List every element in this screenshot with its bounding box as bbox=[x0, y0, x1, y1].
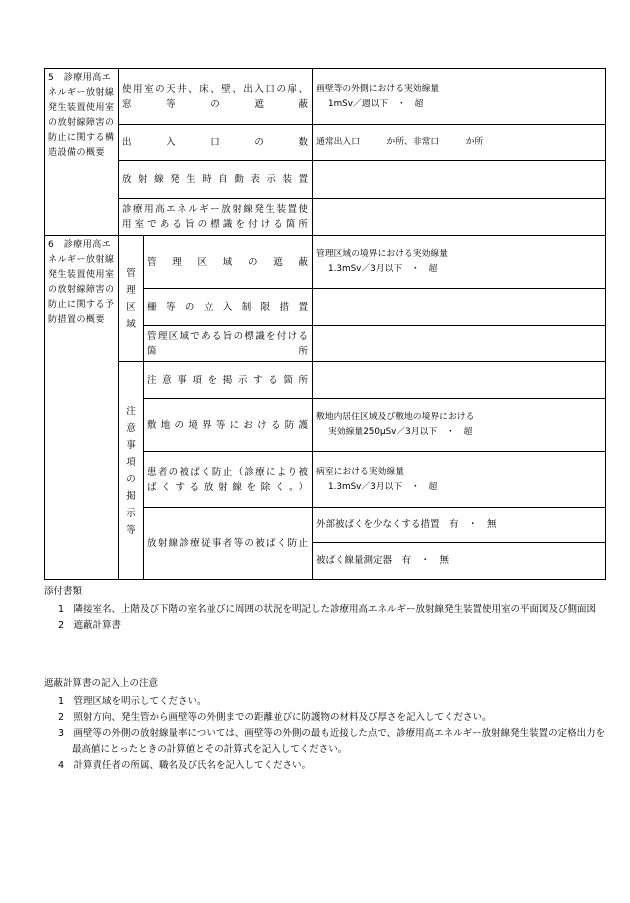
s5-row4-label: 診療用高エネルギー放射線発生装置使用室である旨の標識を付ける箇所 bbox=[119, 199, 313, 236]
g2-row4-line1: 外部被ばくを少なくする措置 有 ・ 無 bbox=[313, 508, 605, 543]
section6-header: 6 診療用高エネルギー放射線発生装置使用室の放射線障害の防止に関する予防措置の概要 bbox=[45, 236, 119, 580]
g2-row2-line2: 実効線量250μSv／3月以下 ・ 超 bbox=[328, 427, 473, 437]
note-item-1: 1 管理区域を明示してください。 bbox=[58, 696, 207, 707]
g1-row1-line1: 管理区域の境界における実効線量 bbox=[316, 249, 448, 259]
note-item-3: 3 画壁等の外側の放射線量率については、画壁等の外側の最も近接した点で、診療用高エネルギー放射線発生装置の定格出力を最高値にとったときの計算値とその計算式を記入してください。 bbox=[58, 728, 606, 755]
g1-row3-value bbox=[313, 326, 606, 362]
g2-row2-value bbox=[313, 399, 606, 452]
g2-row3-label: 患者の被ばく防止（診療により被ばくする放射線を除く。） bbox=[144, 452, 313, 508]
g1-row2-label: 柵等の立入制限措置 bbox=[144, 289, 313, 326]
group1-label-cell bbox=[119, 236, 144, 362]
group1-label: 管理区域 bbox=[126, 267, 136, 330]
g2-row2-line1: 敷地内居住区域及び敷地の境界における bbox=[316, 412, 475, 422]
g2-row2-label: 敷地の境界等における防護 bbox=[144, 399, 313, 452]
s5-row1-line1: 画壁等の外側における実効線量 bbox=[316, 83, 440, 94]
g2-row1-value bbox=[313, 362, 606, 399]
s5-row1-value bbox=[313, 69, 606, 125]
s5-row1-label: 使用室の天井、床、壁、出入口の扉、窓等の遮蔽 bbox=[119, 69, 313, 125]
g2-row3-value bbox=[313, 452, 606, 508]
g1-row3-label: 管理区域である旨の標識を付ける箇所 bbox=[144, 326, 313, 362]
g2-row4-value bbox=[313, 508, 606, 580]
g1-row2-value bbox=[313, 289, 606, 326]
s5-row3-value bbox=[313, 161, 606, 199]
note-item-4: 4 計算責任者の所属、職名及び氏名を記入してください。 bbox=[58, 760, 312, 771]
notes-title: 遮蔽計算書の記入上の注意 bbox=[44, 678, 159, 689]
g2-row1-label: 注意事項を掲示する箇所 bbox=[144, 362, 313, 399]
g2-row3-line1: 病室における実効線量 bbox=[316, 466, 404, 477]
g1-row1-line2: 1.3mSv／3月以下 ・ 超 bbox=[328, 264, 438, 274]
attachment-item-2: 2 遮蔽計算書 bbox=[58, 620, 122, 631]
g2-row4-label: 放射線診療従事者等の被ばく防止 bbox=[144, 508, 313, 580]
s5-row1-line2: 1mSv／週以下 ・ 超 bbox=[328, 98, 424, 109]
g2-row4-line2: 被ばく線量測定器 有 ・ 無 bbox=[316, 555, 450, 566]
g2-row3-line2: 1.3mSv／3月以下 ・ 超 bbox=[328, 481, 438, 492]
g1-row1-value bbox=[313, 236, 606, 289]
g1-row1-label: 管理区域の遮蔽 bbox=[144, 236, 313, 289]
notes-block bbox=[44, 676, 614, 774]
attachments-block bbox=[44, 584, 614, 634]
group2-label: 注意事項の掲示等 bbox=[126, 405, 136, 536]
section5-header: 5 診療用高エネルギー放射線発生装置使用室の放射線障害の防止に関する構造設備の概要 bbox=[45, 69, 119, 236]
s5-row2-label: 出入口の数 bbox=[119, 125, 313, 161]
s5-row3-label: 放射線発生時自動表示装置 bbox=[119, 161, 313, 199]
group2-label-cell bbox=[119, 362, 144, 580]
s5-row2-value: 通常出入口 か所、非常口 か所 bbox=[313, 125, 606, 161]
note-item-2: 2 照射方向、発生管から画壁等の外側までの距離並びに防護物の材料及び厚さを記入してください。 bbox=[58, 712, 492, 723]
attachments-title: 添付書類 bbox=[44, 586, 83, 597]
form-table bbox=[44, 68, 606, 580]
attachment-item-1: 1 隣接室名、上階及び下階の室名並びに周囲の状況を明記した診療用高エネルギー放射線発生装置使用室の平面図及び側面図 bbox=[58, 604, 597, 615]
s5-row4-value bbox=[313, 199, 606, 236]
